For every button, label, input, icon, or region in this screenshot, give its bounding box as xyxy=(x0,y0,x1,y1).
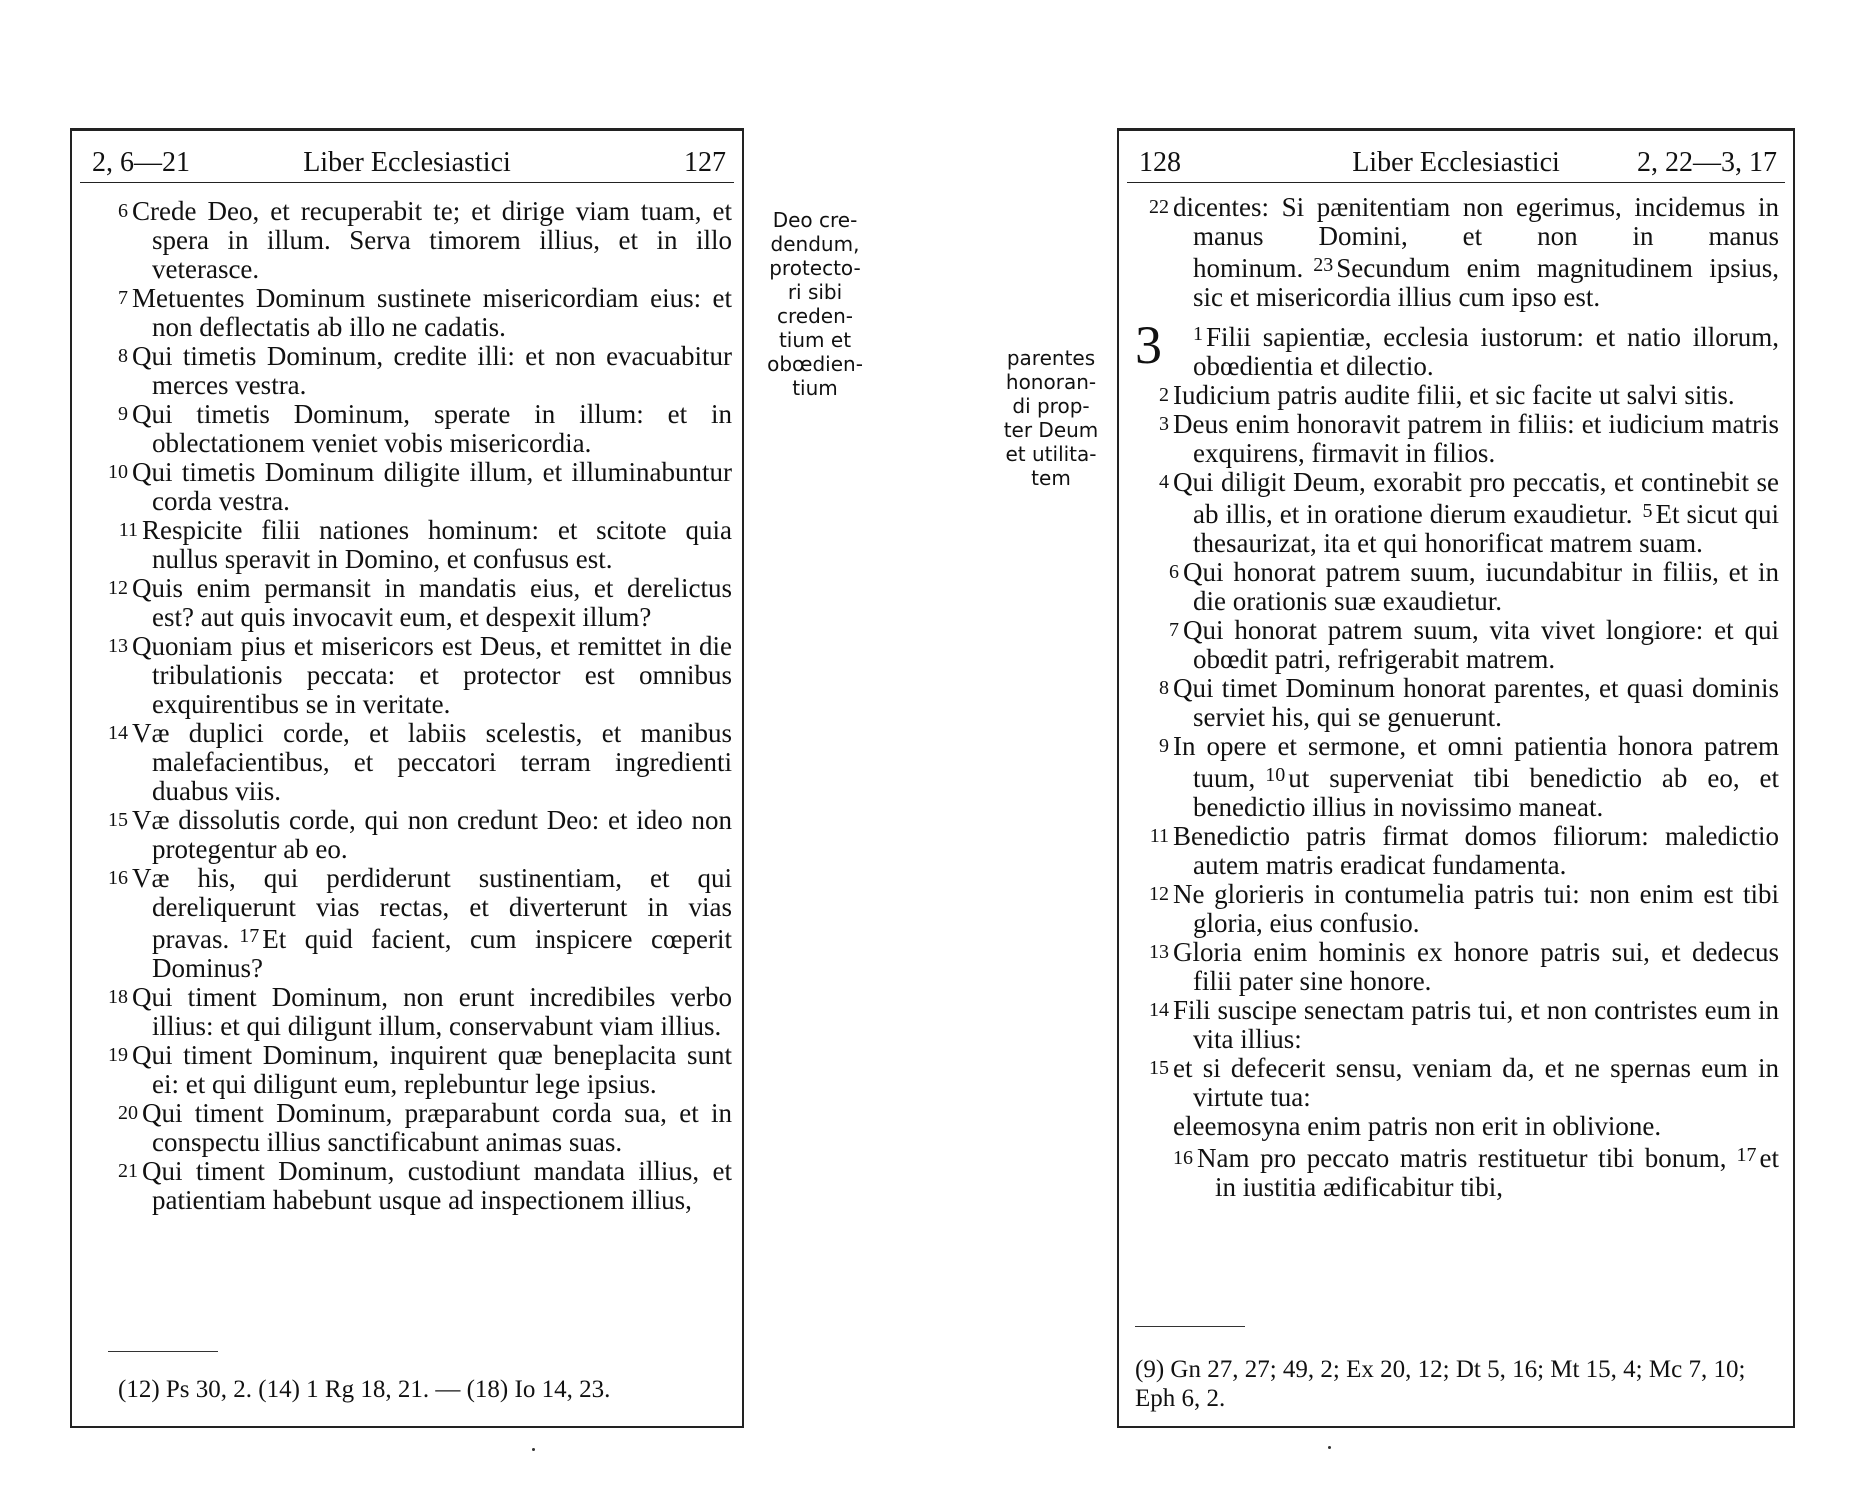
left-page-range: 2, 6—21 xyxy=(92,147,190,178)
verse: 12 Ne glorieris in contumelia patris tui: non enim est tibi gloria, eius confusio. xyxy=(1149,879,1779,938)
right-page xyxy=(1117,128,1795,1428)
verse: 16 Nam pro peccato matris restituetur tibi bonum, $^{17}$ et in iustitia ædificabitur tibi, xyxy=(1173,1143,1779,1202)
left-page-text xyxy=(72,183,742,1215)
verse: 16 Væ his, qui perdiderunt sustinentiam, et qui dereliquerunt vias rectas, et diverterunt in vias pravas. $^{17}$ Et quid facient, cum inspicere cœperit Dominus? xyxy=(108,863,732,983)
verse: 22 dicentes: Si pænitentiam non egerimus, incidemus in manus Domini, et non in manus hominum. $^{23}$ Secundum enim magnitudinem ipsius, sic et misericordia illius cum ipso est. xyxy=(1149,192,1779,312)
verse: 12 Quis enim permansit in mandatis eius, et derelictus est? aut quis invocavit eum, et despexit illum? xyxy=(108,573,732,632)
verse-line: eleemosyna enim patris non erit in oblivione. xyxy=(1173,1111,1662,1141)
verse: 20 Qui timent Dominum, præparabunt corda sua, et in conspectu illius sanctificabunt animas suas. xyxy=(118,1098,732,1157)
left-margin-note: Deo cre- dendum, protecto- ri sibi creden- tium et obœdien- tium xyxy=(767,208,863,400)
verse: 14 Væ duplici corde, et labiis scelestis, et manibus malefacientibus, et peccatori terram ingredienti duabus viis. xyxy=(108,718,732,806)
verse: 7 Qui honorat patrem suum, vita vivet longiore: et qui obœdit patri, refrigerabit matrem. xyxy=(1169,615,1779,674)
right-footnote: (9) Gn 27, 27; 49, 2; Ex 20, 12; Dt 5, 16; Mt 15, 4; Mc 7, 10; Eph 6, 2. xyxy=(1135,1356,1746,1412)
right-margin-note: parentes honoran- di prop- ter Deum et utilita- tem xyxy=(1003,346,1099,490)
left-page-number: 127 xyxy=(684,147,726,178)
left-page-header xyxy=(80,131,734,183)
verse: 9 In opere et sermone, et omni patientia honora patrem tuum, $^{10}$ ut superveniat tibi benedictio ab eo, et benedictio illius in novissimo maneat. xyxy=(1159,731,1779,822)
verse: 11 Benedictio patris firmat domos filiorum: maledictio autem matris eradicat fundamenta. xyxy=(1149,821,1779,880)
chapter-number: 3 xyxy=(1135,315,1162,375)
footnote-rule xyxy=(1135,1326,1245,1327)
verse: 21 Qui timent Dominum, custodiunt mandata illius, et patientiam habebunt usque ad inspectionem illius, xyxy=(118,1156,732,1215)
verse: 3 Deus enim honoravit patrem in filiis: et iudicium matris exquirens, firmavit in filios. xyxy=(1159,409,1779,468)
verse: 11 Respicite filii nationes hominum: et scitote quia nullus speravit in Domino, et confusus est. xyxy=(118,515,732,574)
verse: 9 Qui timetis Dominum, sperate in illum: et in oblectationem veniet vobis misericordia. xyxy=(118,399,732,458)
right-page-number: 128 xyxy=(1139,147,1181,178)
left-footnote: (12) Ps 30, 2. (14) 1 Rg 18, 21. — (18) Io 14, 23. xyxy=(118,1376,611,1403)
verse: $^1$ Filii sapientiæ, ecclesia iustorum: et natio illorum, obœdientia et dilectio. xyxy=(1193,322,1779,381)
left-page-title: Liber Ecclesiastici xyxy=(303,147,511,178)
page-dot xyxy=(532,1448,535,1451)
verse: 19 Qui timent Dominum, inquirent quæ beneplacita sunt ei: et qui diligunt eum, replebuntur lege ipsius. xyxy=(108,1040,732,1099)
verse: 10 Qui timetis Dominum diligite illum, et illuminabuntur corda vestra. xyxy=(108,457,732,516)
verse: 15 Væ dissolutis corde, qui non credunt Deo: et ideo non protegentur ab eo. xyxy=(108,805,732,864)
verse: 13 Quoniam pius et misericors est Deus, et remittet in die tribulationis peccata: et protector est omnibus exquirentibus se in veritate. xyxy=(108,631,732,719)
verse: 6 Crede Deo, et recuperabit te; et dirige viam tuam, et spera in illum. Serva timorem illius, et in illo veterasce. xyxy=(118,196,732,284)
verse: 13 Gloria enim hominis ex honore patris sui, et dedecus filii pater sine honore. xyxy=(1149,937,1779,996)
right-page-text xyxy=(1119,183,1793,1202)
right-page-range: 2, 22—3, 17 xyxy=(1637,147,1777,178)
verse: 14 Fili suscipe senectam patris tui, et non contristes eum in vita illius: xyxy=(1149,995,1779,1054)
verse: 7 Metuentes Dominum sustinete misericordiam eius: et non deflectatis ab illo ne cadatis. xyxy=(118,283,732,342)
verse: 15 et si defecerit sensu, veniam da, et ne spernas eum in virtute tua: xyxy=(1149,1053,1779,1112)
footnote-rule xyxy=(108,1351,218,1352)
right-page-title: Liber Ecclesiastici xyxy=(1352,147,1560,178)
verse: 8 Qui timet Dominum honorat parentes, et quasi dominis serviet his, qui se genuerunt. xyxy=(1159,673,1779,732)
verse: 8 Qui timetis Dominum, credite illi: et non evacuabitur merces vestra. xyxy=(118,341,732,400)
verse: 6 Qui honorat patrem suum, iucundabitur in filiis, et in die orationis suæ exaudietur. xyxy=(1169,557,1779,616)
left-page xyxy=(70,128,744,1428)
verse: 2 Iudicium patris audite filii, et sic facite ut salvi sitis. xyxy=(1159,380,1735,410)
right-page-header xyxy=(1127,131,1785,183)
chapter-start xyxy=(1135,315,1779,381)
page-dot xyxy=(1328,1446,1331,1449)
verse: 4 Qui diligit Deum, exorabit pro peccatis, et continebit se ab illis, et in oratione dierum exaudietur. $^5$ Et sicut qui thesaurizat, ita et qui honorificat matrem suam. xyxy=(1159,467,1779,558)
verse: 18 Qui timent Dominum, non erunt incredibiles verbo illius: et qui diligunt illum, conservabunt viam illius. xyxy=(108,982,732,1041)
